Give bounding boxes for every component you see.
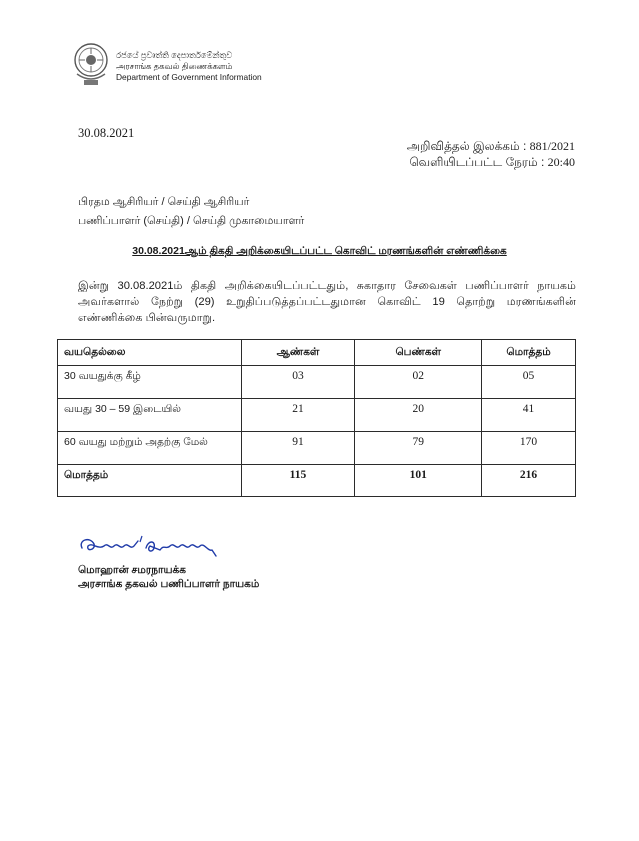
government-emblem: [72, 40, 110, 88]
release-time-value: 20:40: [547, 155, 575, 169]
age-range-cell: 60 வயது மற்றும் அதற்கு மேல்: [58, 432, 242, 465]
table-row: [58, 366, 576, 399]
total-cell: 170: [482, 432, 576, 465]
signatory-title: அரசாங்க தகவல் பணிப்பாளர் நாயகம்: [78, 578, 260, 590]
intro-paragraph: இன்று 30.08.2021ம் திகதி அறிக்கையிடப்பட்டதும், சுகாதார சேவைகள் பணிப்பாளர் நாயகம் அவர்களால் நேற்று (29) உறுதிப்படுத்தப்பட்டதுமான கொவிட் 19 தொற்று மரணங்களின் எண்ணிக்கை பின்வருமாறு.: [78, 280, 576, 324]
document-title: [0, 245, 639, 258]
females-cell: 79: [355, 432, 482, 465]
total-females-cell: 101: [355, 465, 482, 497]
recipients: [78, 193, 304, 231]
document-title-text: 30.08.2021ஆம் திகதி அறிக்கையிடப்பட்ட கொவிட் மரணங்களின் எண்ணிக்கை: [132, 245, 507, 257]
release-time-label: வெளியிடப்பட்ட நேரம் :: [409, 155, 545, 169]
recipient-line-2: பணிப்பாளர் (செய்தி) / செய்தி முகாமையாளர்: [78, 215, 305, 227]
notice-number-line: [407, 138, 575, 154]
release-time-line: [407, 154, 575, 170]
notice-number-label: அறிவித்தல் இலக்கம் :: [406, 139, 527, 153]
age-range-cell: 30 வயதுக்கு கீழ்: [58, 366, 242, 399]
females-cell: 20: [355, 399, 482, 432]
table-total-row: [58, 465, 576, 497]
females-cell: 02: [355, 366, 482, 399]
department-name-sinhala: රජයේ ප්‍රවෘත්ති දෙපාර්තමේන්තුව: [116, 50, 233, 60]
recipient-line-1: பிரதம ஆசிரியர் / செய்தி ஆசிரியர்: [78, 196, 250, 208]
handwritten-signature: [76, 532, 226, 562]
deaths-table: [57, 339, 576, 497]
table-row: [58, 432, 576, 465]
release-date: 30.08.2021: [78, 126, 135, 140]
header-females: பெண்கள்: [355, 340, 482, 366]
department-name-tamil: அரசாங்க தகவல் திணைக்களம்: [116, 61, 233, 71]
header-total: மொத்தம்: [482, 340, 576, 366]
males-cell: 91: [241, 432, 355, 465]
emblem-icon: [72, 40, 110, 88]
signatory-block: [78, 563, 259, 591]
department-header: [116, 50, 262, 83]
total-cell: 41: [482, 399, 576, 432]
total-cell: 05: [482, 366, 576, 399]
males-cell: 03: [241, 366, 355, 399]
total-males-cell: 115: [241, 465, 355, 497]
reference-block: [407, 138, 575, 170]
total-label-cell: மொத்தம்: [58, 465, 242, 497]
table-header-row: [58, 340, 576, 366]
age-range-cell: வயது 30 – 59 இடையில்: [58, 399, 242, 432]
header-age-range: வயதெல்லை: [58, 340, 242, 366]
table-row: [58, 399, 576, 432]
notice-number-value: 881/2021: [529, 139, 575, 153]
males-cell: 21: [241, 399, 355, 432]
department-name-english: Department of Government Information: [116, 72, 262, 82]
header-males: ஆண்கள்: [241, 340, 355, 366]
grand-total-cell: 216: [482, 465, 576, 497]
signatory-name: மொஹான் சமரநாயக்க: [78, 564, 186, 576]
